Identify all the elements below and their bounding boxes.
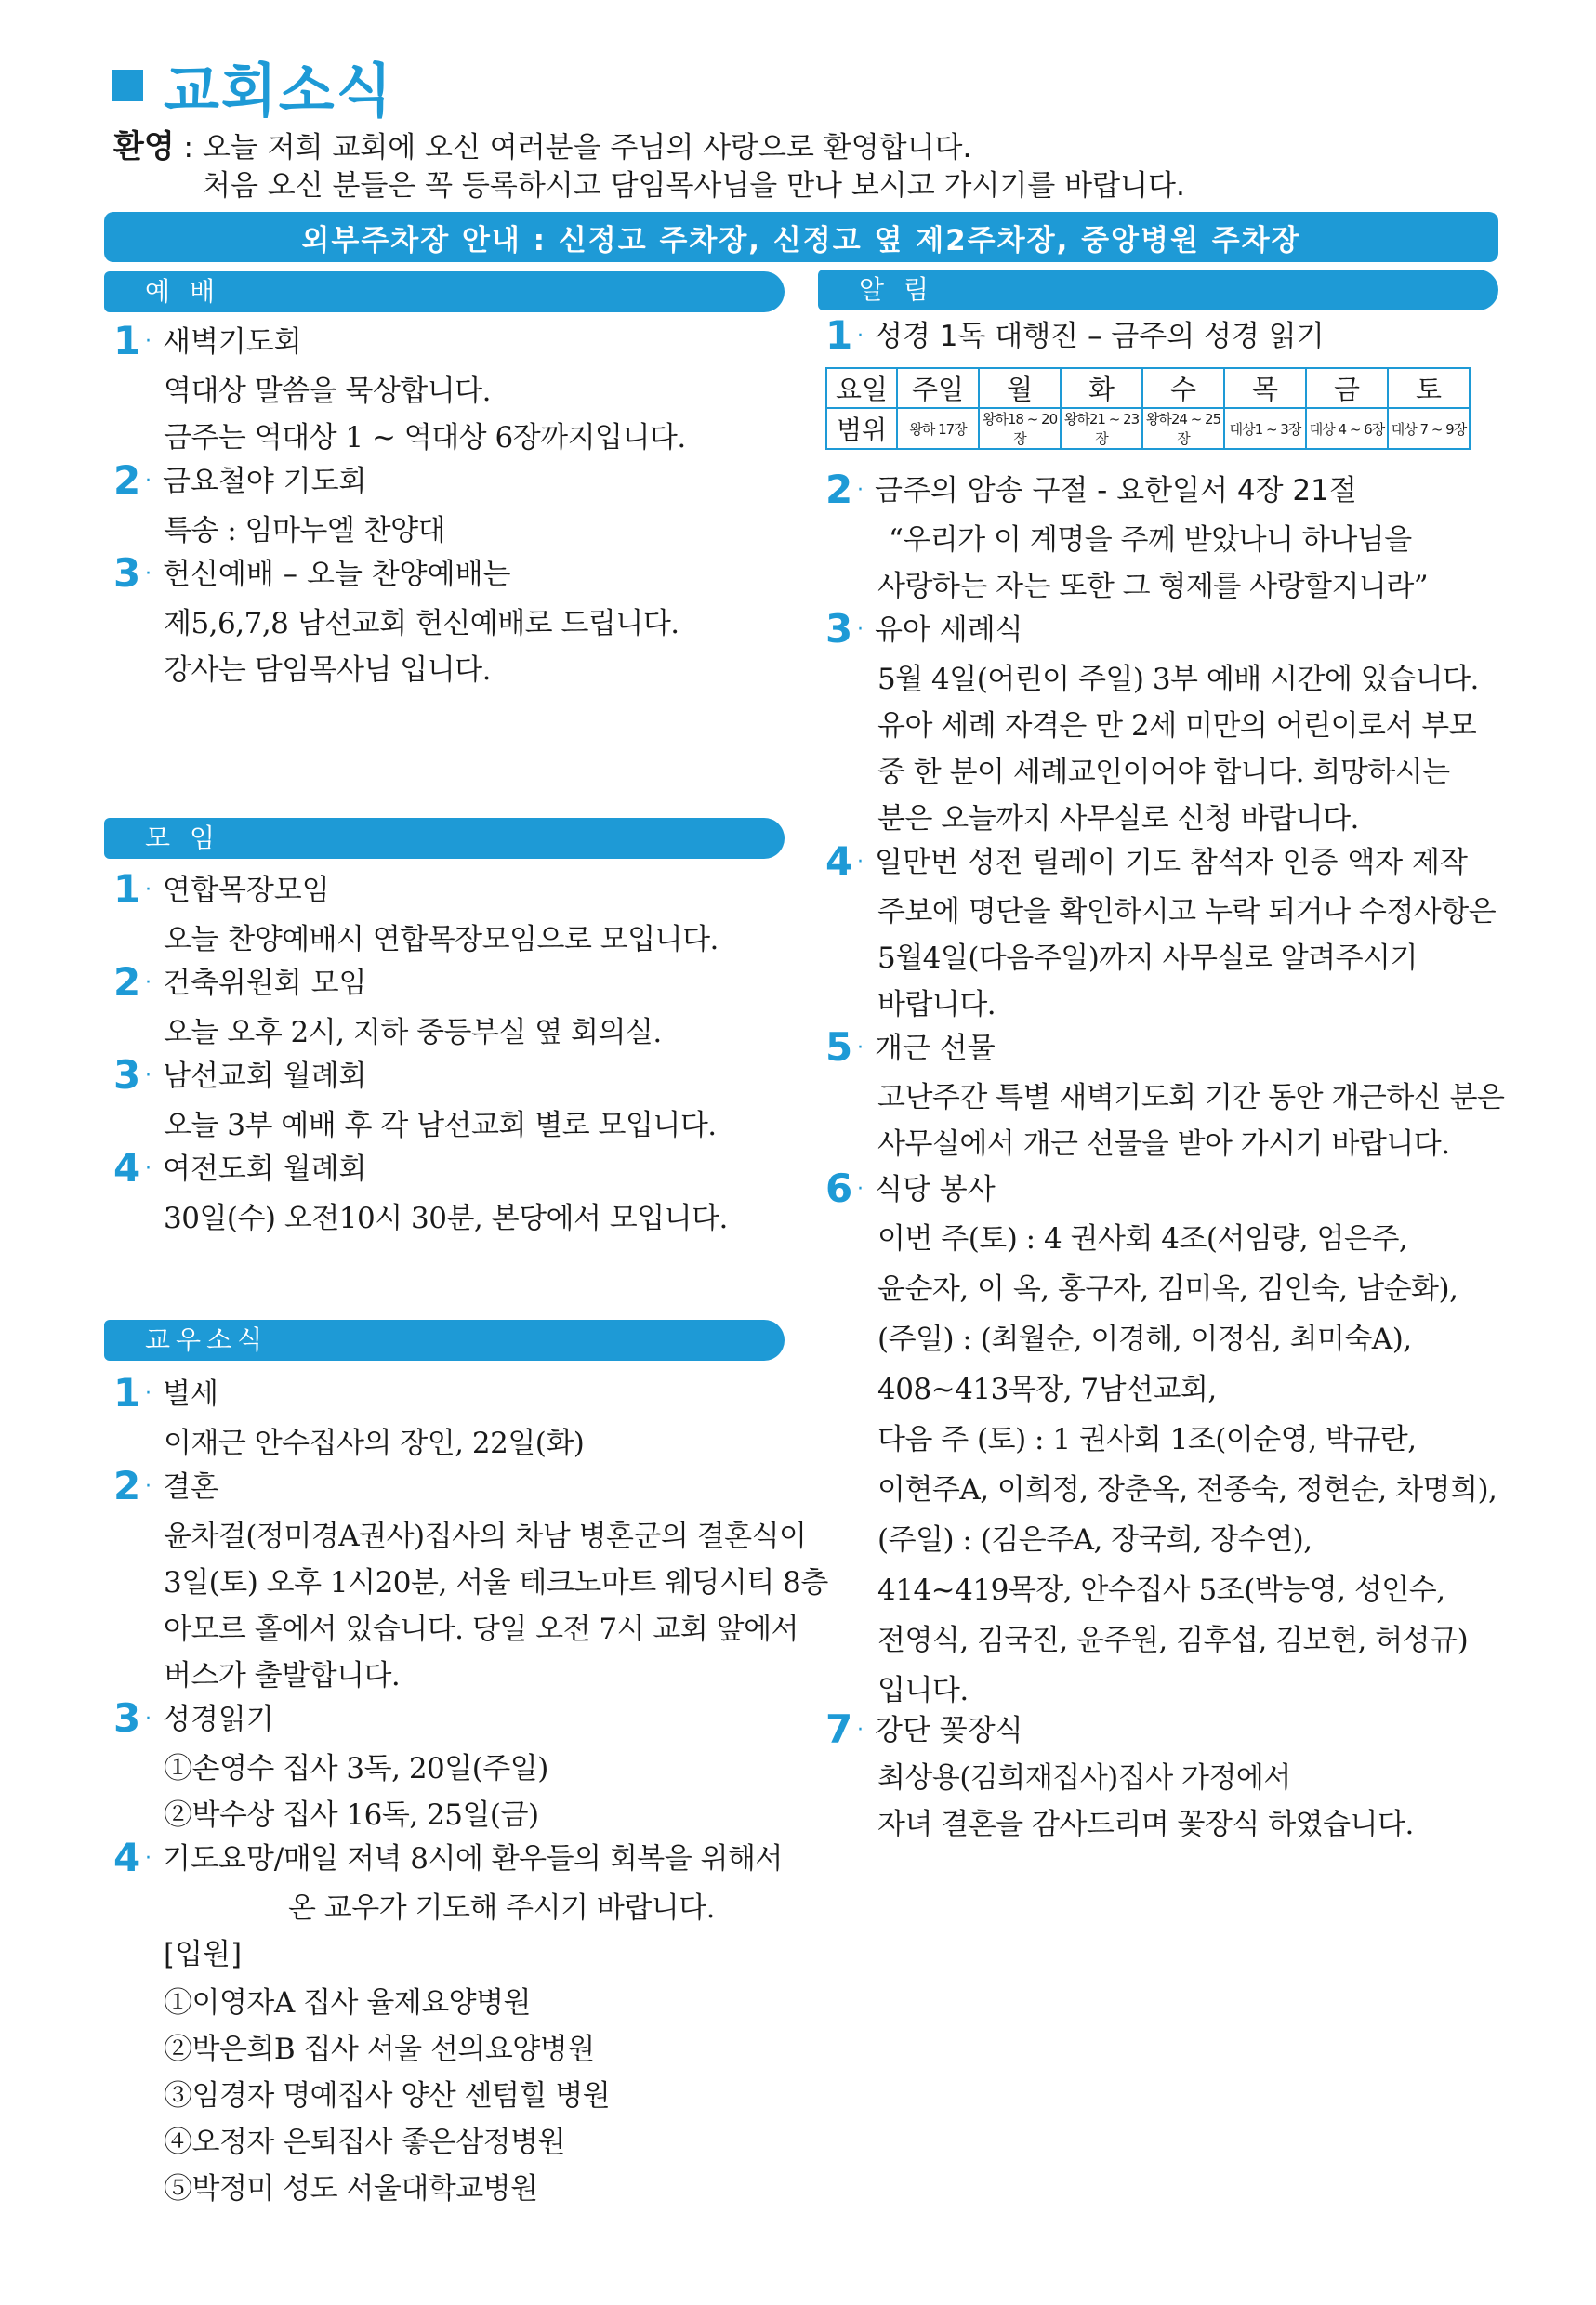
members-item-4-body: ①이영자A 집사 율제요양병원 ②박은희B 집사 서울 선의요양병원 ③임경자 명예집사 양산 센텀힐 병원 ④오정자 은퇴집사 좋은삼정병원 ⑤박정미 성도 서울대학교병원 [164,1986,611,2206]
table-head-cell: 수 [1142,368,1224,408]
notices-item-7-title: 7 · 강단 꽃장식 [825,1706,1023,1752]
table-row-cell: 대상 7 ~ 9장 [1388,408,1470,449]
table-head-cell: 토 [1388,368,1470,408]
table-head-cell: 목 [1224,368,1306,408]
table-head-cell: 요일 [826,368,897,408]
notices-item-5-title: 5 · 개근 선물 [825,1024,996,1070]
table-row-cell: 왕하21 ~ 23장 [1061,408,1142,449]
table-row-cell: 왕하 17장 [897,408,979,449]
notices-item-2-title: 2 · 금주의 암송 구절 - 요한일서 4장 21절 [825,467,1357,512]
welcome-line-1 [113,128,971,166]
table-head-cell: 화 [1061,368,1142,408]
worship-item-2-body: 특송 : 임마누엘 찬양대 [164,514,446,547]
table-row-cell: 대상1 ~ 3장 [1224,408,1306,449]
worship-item-1-title: 1 · 새벽기도회 [113,318,302,363]
meetings-item-1-title: 1 · 연합목장모임 [113,866,330,912]
section-header-worship: 예 배 [104,271,785,312]
notices-item-6-body: 이번 주(토) : 4 권사회 4조(서임량, 엄은주, 윤순자, 이 옥, 홍구자, 김미옥, 김인숙, 남순화), (주일) : (최월순, 이경해, 이정심, 최미숙A), 408~413목장, 7남선교회, 다음 주 (토) : 1 권사회 1조(이순영, 박규란, 이현주A, 이희정, 장춘옥, 전종숙, 정현순, 차명희), (주일) : (김은주A, 장국희, 장수연), 414~419목장, 안수집사 5조(박능영, 성인수, 전영식, 김국진, 윤주원, 김후섭, 김보현, 허성규) 입니다. [877,1222,1497,1707]
members-item-2-title: 2 · 결혼 [113,1463,218,1508]
table-head-cell: 주일 [897,368,979,408]
notices-item-3-body: 5월 4일(어린이 주일) 3부 예배 시간에 있습니다. 유아 세례 자격은 만 2세 미만의 어린이로서 부모 중 한 분이 세례교인이어야 합니다. 희망하시는 분은 오늘까지 사무실로 신청 바랍니다. [877,663,1479,836]
worship-item-2-title: 2 · 금요철야 기도회 [113,457,367,503]
table-row-cell: 대상 4 ~ 6장 [1306,408,1388,449]
meetings-item-3-title: 3 · 남선교회 월례회 [113,1052,367,1098]
notices-item-7-body: 최상용(김희재집사)집사 가정에서 자녀 결혼을 감사드리며 꽃장식 하였습니다. [877,1761,1414,1841]
members-item-3-title: 3 · 성경읽기 [113,1695,274,1741]
notices-item-6-title: 6 · 식당 봉사 [825,1166,996,1211]
section-header-meetings: 모 임 [104,818,785,859]
meetings-item-2-body: 오늘 오후 2시, 지하 중등부실 옆 회의실. [164,1016,662,1049]
meetings-item-4-body: 30일(수) 오전10시 30분, 본당에서 모입니다. [164,1202,728,1235]
worship-item-3-body: 제5,6,7,8 남선교회 헌신예배로 드립니다. 강사는 담임목사님 입니다. [164,607,679,687]
meetings-item-1-body: 오늘 찬양예배시 연합목장모임으로 모입니다. [164,923,719,956]
welcome-text-1: : 오늘 저희 교회에 오신 여러분을 주님의 사랑으로 환영합니다. [174,131,972,165]
welcome-line-2: 처음 오신 분들은 꼭 등록하시고 담임목사님을 만나 보시고 가시기를 바랍니다. [203,169,1185,203]
notices-item-4-body: 주보에 명단을 확인하시고 누락 되거나 수정사항은 5월4일(다음주일)까지 사무실로 알려주시기 바랍니다. [877,895,1497,1021]
members-item-4-indent: 온 교우가 기도해 주시기 바랍니다. [288,1891,716,1925]
worship-item-1-body: 역대상 말씀을 묵상합니다. 금주는 역대상 1 ~ 역대상 6장까지입니다. [164,375,686,454]
square-bullet-icon [112,70,143,101]
members-item-2-body: 윤차걸(정미경A권사)집사의 차남 병혼군의 결혼식이 3일(토) 오후 1시20분, 서울 테크노마트 웨딩시티 8층 아모르 홀에서 있습니다. 당일 오전 7시 교회 앞에서 버스가 출발합니다. [164,1520,828,1693]
section-header-members: 교우소식 [104,1320,785,1361]
welcome-label: 환영 [113,128,175,165]
members-item-3-body: ①손영수 집사 3독, 20일(주일) ②박수상 집사 16독, 25일(금) [164,1752,548,1832]
table-row-cell: 왕하18 ~ 20장 [979,408,1061,449]
section-header-notices: 알 림 [818,270,1498,310]
notices-item-2-body: “우리가 이 계명을 주께 받았나니 하나님을 사랑하는 자는 또한 그 형제를 사랑할지니라” [877,523,1429,603]
table-head-cell: 월 [979,368,1061,408]
notices-item-4-title: 4 · 일만번 성전 릴레이 기도 참석자 인증 액자 제작 [825,838,1468,884]
members-item-1-title: 1 · 별세 [113,1370,218,1416]
page-title [112,48,394,123]
table-row-cell: 범위 [826,408,897,449]
notices-item-1-title: 1 · 성경 1독 대행진 – 금주의 성경 읽기 [825,312,1325,358]
worship-item-3-title: 3 · 헌신예배 – 오늘 찬양예배는 [113,550,511,596]
notices-item-3-title: 3 · 유아 세례식 [825,606,1023,652]
members-item-1-body: 이재근 안수집사의 장인, 22일(화) [164,1427,585,1460]
members-item-4-sublabel: [입원] [164,1938,243,1971]
bible-reading-table [825,367,1471,450]
parking-banner: 외부주차장 안내 : 신정고 주차장, 신정고 옆 제2주차장, 중앙병원 주차장 [104,212,1498,262]
table-head-cell: 금 [1306,368,1388,408]
members-item-4-title: 4 · 기도요망/매일 저녁 8시에 환우들의 회복을 위해서 [113,1835,783,1880]
notices-item-5-body: 고난주간 특별 새벽기도회 기간 동안 개근하신 분은 사무실에서 개근 선물을 받아 가시기 바랍니다. [877,1081,1505,1161]
meetings-item-2-title: 2 · 건축위원회 모임 [113,959,367,1005]
table-row-cell: 왕하24 ~ 25장 [1142,408,1224,449]
page-title-text: 교회소식 [164,56,394,125]
meetings-item-3-body: 오늘 3부 예배 후 각 남선교회 별로 모입니다. [164,1109,717,1142]
meetings-item-4-title: 4 · 여전도회 월례회 [113,1145,367,1191]
